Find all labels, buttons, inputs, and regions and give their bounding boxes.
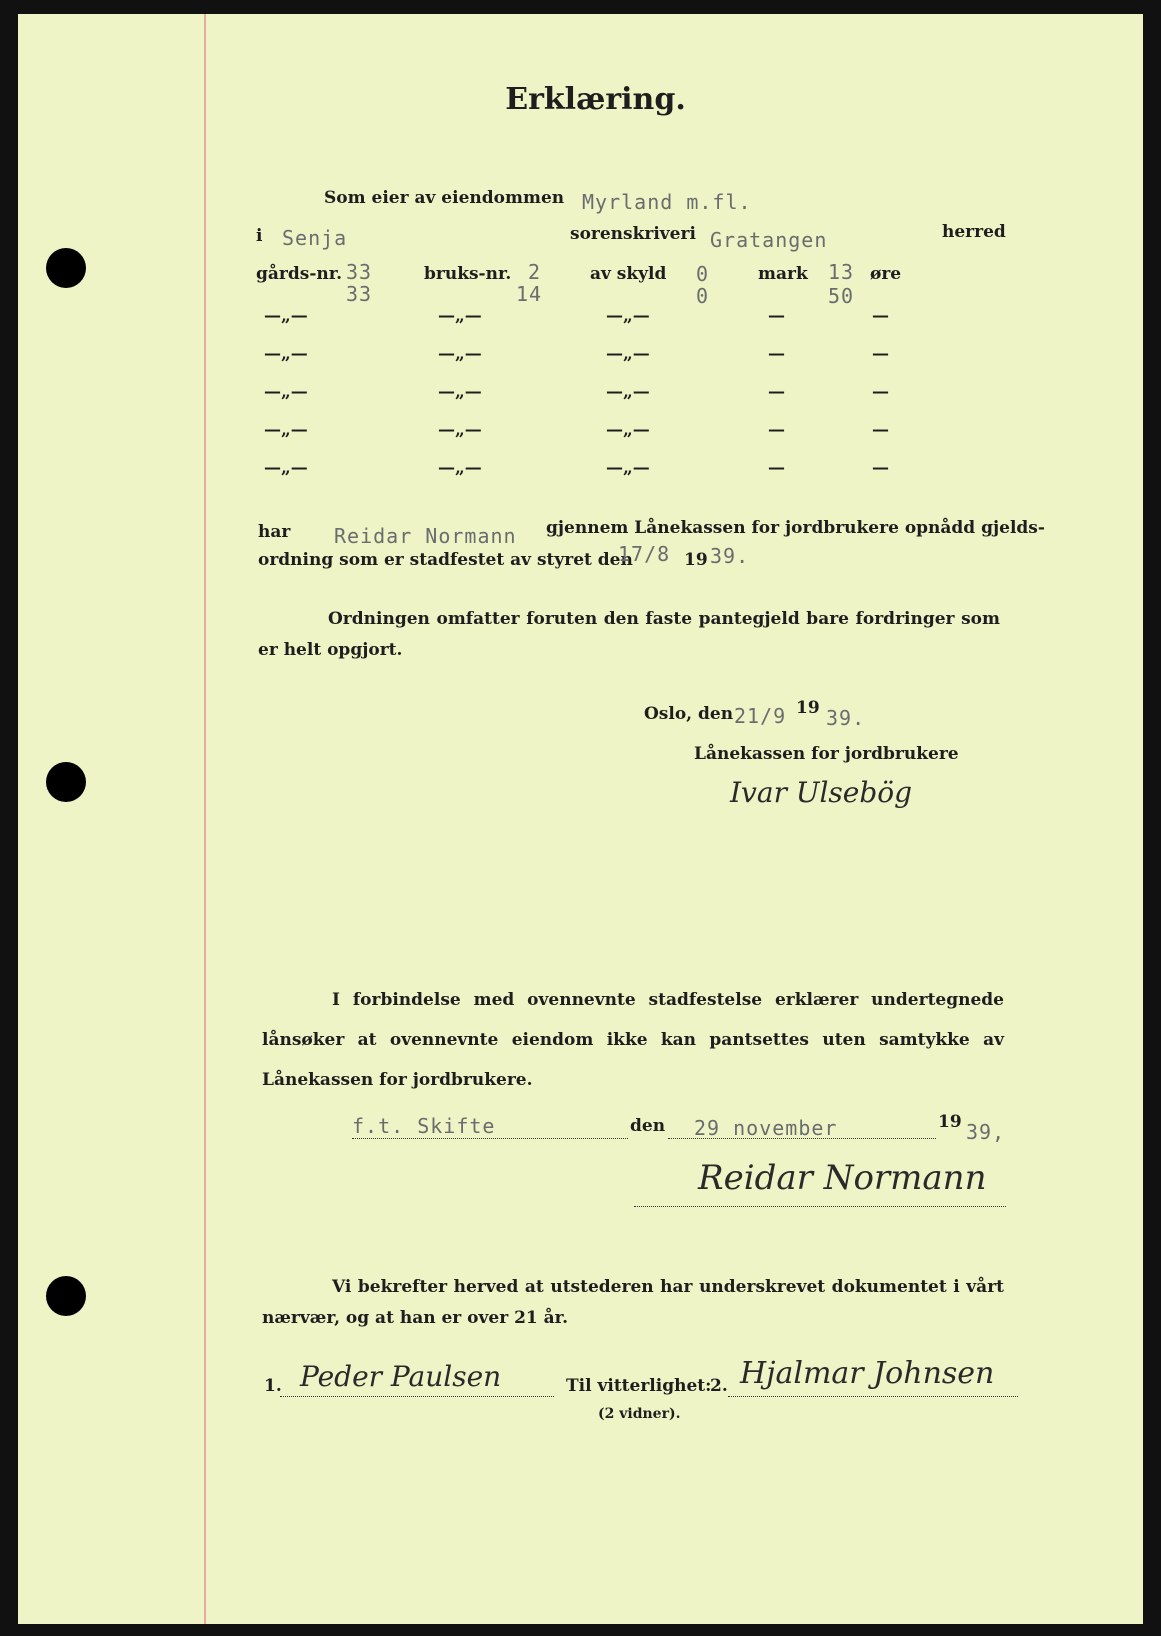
ore-value: 50 [828,284,855,308]
witness-1-number: 1. [264,1376,282,1396]
dash-ore: — [872,420,889,440]
dotted-line [728,1396,1018,1397]
ditto-bruks: —„— [438,382,482,402]
dash-ore: — [872,306,889,326]
witness-1-signature: Peder Paulsen [300,1360,502,1393]
har-label: har [258,522,291,542]
bruks-label: bruks-nr. [424,264,512,284]
signature-line [634,1206,1006,1207]
ditto-gards: —„— [264,344,308,364]
i-label: i [256,226,263,246]
ditto-skyld: —„— [606,458,650,478]
signing-place: f.t. Skifte [352,1114,496,1138]
dotted-line [668,1138,936,1139]
witness-paragraph: Vi bekrefter herved at utstederen har underskrevet dokumentet i vårt nærvær, og at han er over 21 år. [262,1277,1004,1328]
confirmation-year: 39. [710,544,750,568]
ditto-skyld: —„— [606,344,650,364]
witness-label: Til vitterlighet: [566,1376,712,1396]
document-page [18,14,1143,1624]
oslo-year: 39. [826,706,866,730]
ditto-skyld: —„— [606,306,650,326]
issuer-name: Lånekassen for jordbrukere [694,744,959,764]
gards-value: 33 [346,260,373,284]
mark-value: 0 [696,284,710,308]
applicant-signature: Reidar Normann [698,1158,987,1198]
statement-text-2: ordning som er stadfestet av styret den [258,550,633,570]
declaration-paragraph: I forbindelse med ovennevnte stadfestelse erklærer undertegnede lånsøker at ovennevnte eiendom ikke kan pantsettes uten samtykke av Lånekassen for jordbrukere. [262,990,1004,1090]
year-prefix: 19 [684,550,708,570]
herred-label: herred [942,222,1006,242]
dash-ore: — [872,382,889,402]
property-name: Myrland m.fl. [582,190,752,214]
dash-ore: — [872,458,889,478]
place-date-label: Oslo, den [644,704,734,724]
dash-ore: — [872,344,889,364]
ditto-gards: —„— [264,382,308,402]
issuer-signature: Ivar Ulsebög [730,776,913,809]
signing-year: 39, [966,1120,1006,1144]
skyld-label: av skyld [590,264,667,284]
ditto-gards: —„— [264,420,308,440]
ore-label: øre [870,264,902,284]
ditto-bruks: —„— [438,420,482,440]
oslo-year-prefix: 19 [796,698,820,718]
mark-label: mark [758,264,808,284]
ditto-bruks: —„— [438,458,482,478]
mark-value: 0 [696,262,710,286]
witness-2-signature: Hjalmar Johnsen [740,1356,995,1391]
ditto-bruks: —„— [438,344,482,364]
punch-hole [46,762,86,802]
statement-text-1: gjennem Lånekassen for jordbrukere opnådd gjelds- [546,518,1045,538]
dash-mark: — [768,458,785,478]
court-label: sorenskriveri [570,224,696,244]
punch-hole [46,248,86,288]
gards-label: gårds-nr. [256,264,343,284]
owner-label: Som eier av eiendommen [324,188,565,208]
dotted-line [352,1138,628,1139]
ditto-gards: —„— [264,306,308,326]
municipality-name: Gratangen [710,228,828,252]
punch-hole [46,1276,86,1316]
dotted-line [280,1396,554,1397]
gards-value: 33 [346,282,373,306]
ditto-bruks: —„— [438,306,482,326]
ore-value: 13 [828,260,855,284]
district-name: Senja [282,226,348,250]
beneficiary-name: Reidar Normann [334,524,517,548]
dash-mark: — [768,420,785,440]
bruks-value: 14 [516,282,543,306]
signing-date: 29 november [694,1116,838,1140]
document-title: Erklæring. [505,82,686,117]
den-label: den [630,1116,666,1136]
confirmation-date: 17/8 [618,542,671,566]
witness-2-number: 2. [710,1376,728,1396]
ditto-skyld: —„— [606,382,650,402]
margin-line [204,14,206,1624]
dash-mark: — [768,382,785,402]
signing-year-prefix: 19 [938,1112,962,1132]
ditto-gards: —„— [264,458,308,478]
oslo-date: 21/9 [734,704,787,728]
dash-mark: — [768,306,785,326]
dash-mark: — [768,344,785,364]
scope-paragraph: Ordningen omfatter foruten den faste pantegjeld bare fordringer som er helt opgjort. [258,609,1000,660]
bruks-value: 2 [528,260,542,284]
witness-note: (2 vidner). [598,1406,681,1422]
ditto-skyld: —„— [606,420,650,440]
